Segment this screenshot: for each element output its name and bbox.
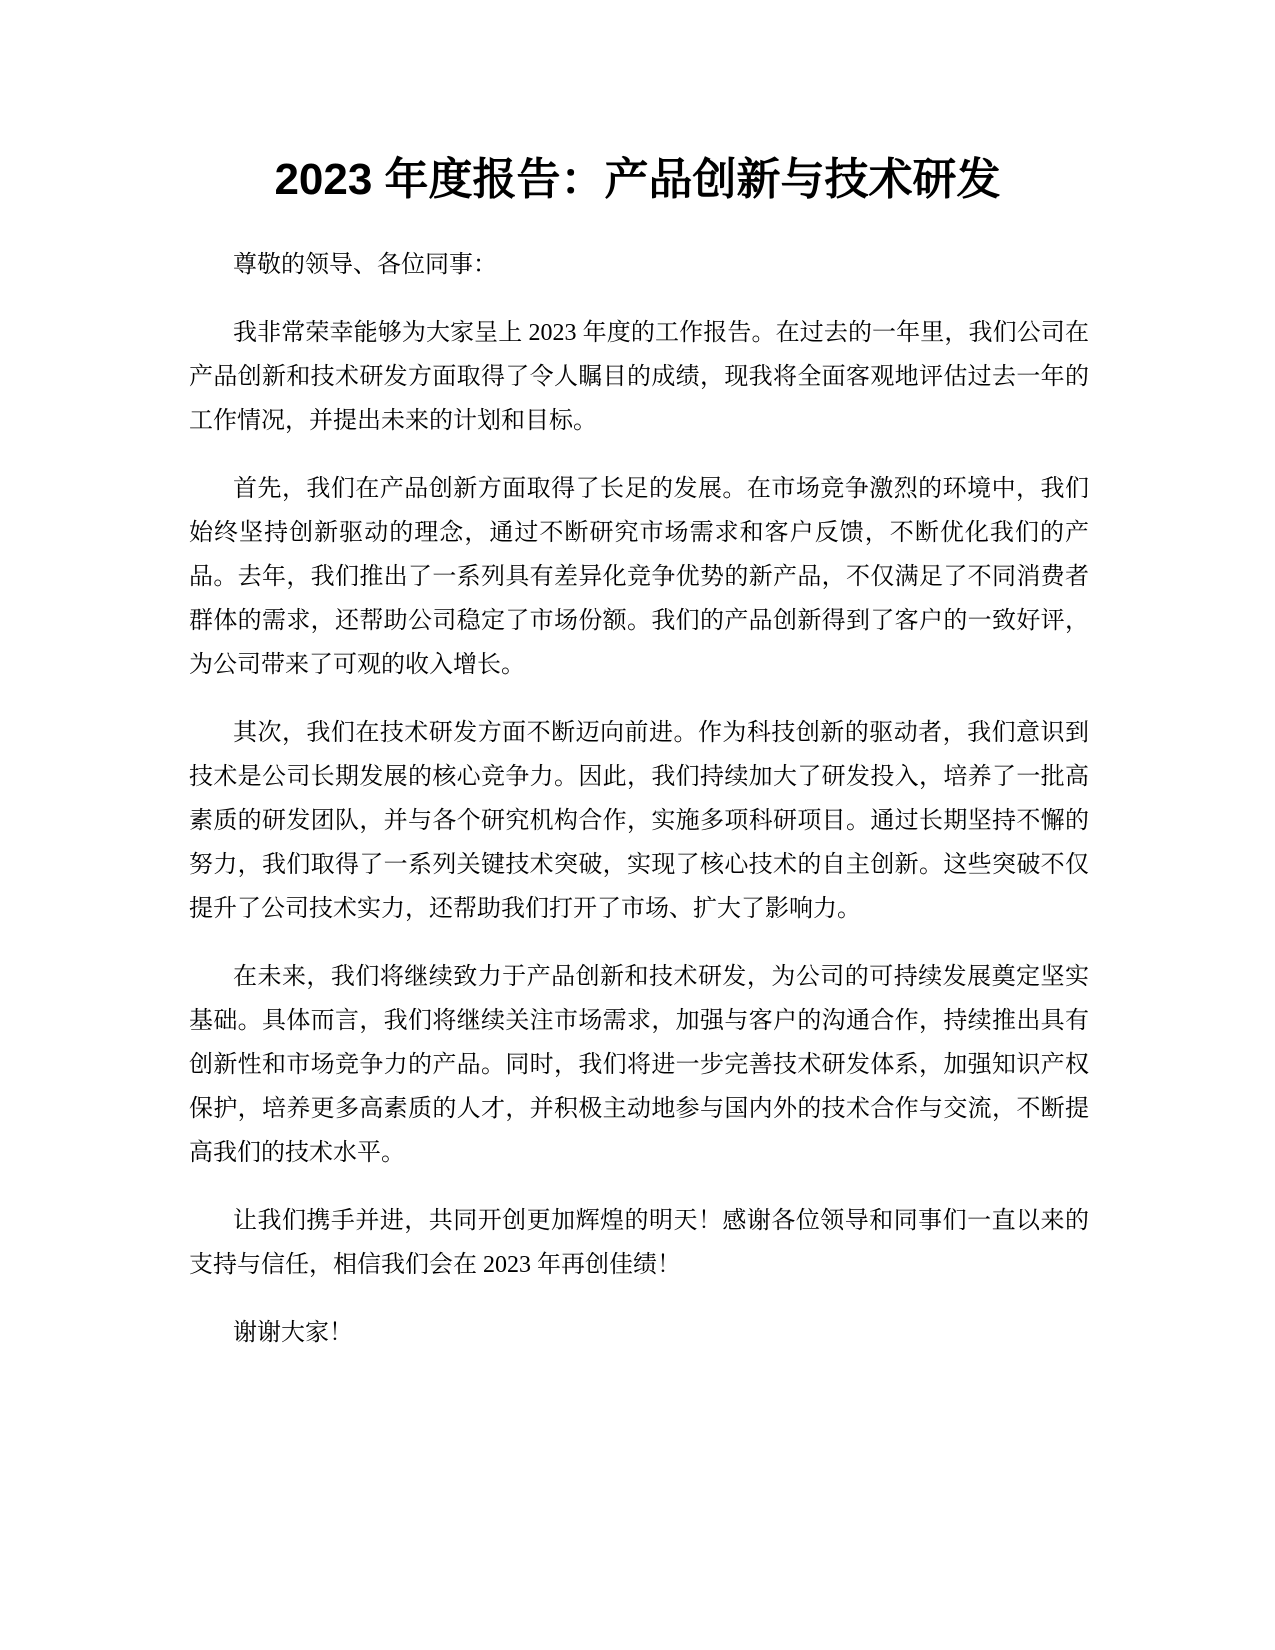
paragraph-thanks: 谢谢大家！ [233,1320,353,1346]
paragraph-intro: 我非常荣幸能够为大家呈上 2023 年度的工作报告。在过去的一年里，我们公司在产品创新和技术研发方面取得了令人瞩目的成绩，现我将全面客观地评估过去一年的工作情况，并提出未来的计划和目标。 [189,320,1089,434]
paragraph-product-innovation: 首先，我们在产品创新方面取得了长足的发展。在市场竞争激烈的环境中，我们始终坚持创新驱动的理念，通过不断研究市场需求和客户反馈，不断优化我们的产品。去年，我们推出了一系列具有差异化竞争优势的新产品，不仅满足了不同消费者群体的需求，还帮助公司稳定了市场份额。我们的产品创新得到了客户的一致好评，为公司带来了可观的收入增长。 [189,476,1089,678]
document-title: 2023 年度报告：产品创新与技术研发 [274,155,1001,204]
paragraph-future-plan: 在未来，我们将继续致力于产品创新和技术研发，为公司的可持续发展奠定坚实基础。具体而言，我们将继续关注市场需求，加强与客户的沟通合作，持续推出具有创新性和市场竞争力的产品。同时，我们将进一步完善技术研发体系，加强知识产权保护，培养更多高素质的人才，并积极主动地参与国内外的技术合作与交流，不断提高我们的技术水平。 [189,964,1089,1166]
paragraph-salutation: 尊敬的领导、各位同事： [233,252,497,278]
document-body [189,243,1089,1379]
paragraph-closing: 让我们携手并进，共同开创更加辉煌的明天！感谢各位领导和同事们一直以来的支持与信任，相信我们会在 2023 年再创佳绩！ [189,1208,1089,1278]
paragraph-tech-rd: 其次，我们在技术研发方面不断迈向前进。作为科技创新的驱动者，我们意识到技术是公司长期发展的核心竞争力。因此，我们持续加大了研发投入，培养了一批高素质的研发团队，并与各个研究机构合作，实施多项科研项目。通过长期坚持不懈的努力，我们取得了一系列关键技术突破，实现了核心技术的自主创新。这些突破不仅提升了公司技术实力，还帮助我们打开了市场、扩大了影响力。 [189,720,1089,922]
